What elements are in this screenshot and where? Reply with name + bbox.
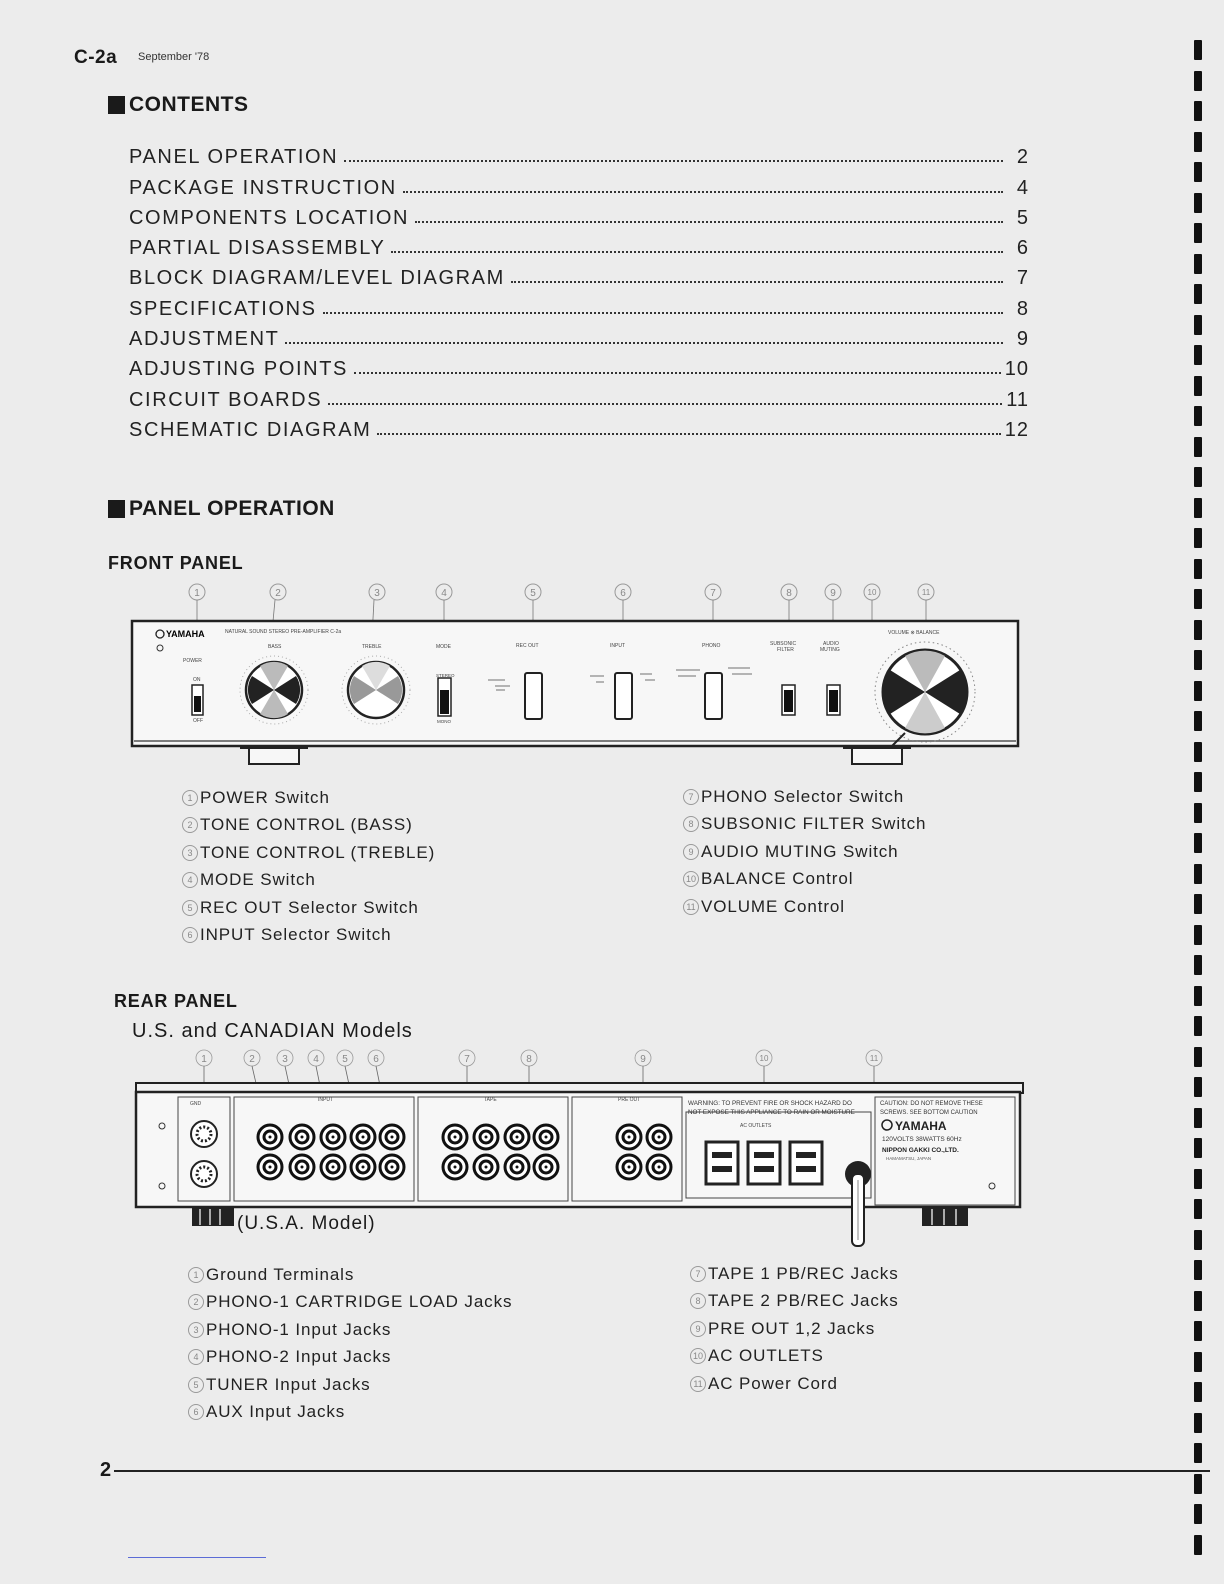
toc-leader-dots [328,403,1002,405]
legend-item [182,894,435,922]
toc-entry-page: 10 [1004,358,1029,381]
document-date: September '78 [138,51,210,63]
legend-item-text: PHONO Selector Switch [701,786,905,806]
binder-hole-mark [1194,681,1202,701]
circled-number-icon: 10 [690,1348,706,1364]
circled-number-icon: 9 [690,1321,706,1337]
binder-hole-mark [1194,894,1202,914]
binder-hole-mark [1194,742,1202,762]
legend-item-text: TUNER Input Jacks [206,1374,371,1394]
toc-leader-dots [391,251,1003,253]
front-panel-heading: FRONT PANEL [108,553,244,573]
toc-entry-label: ADJUSTMENT [129,328,280,351]
svg-text:5: 5 [342,1054,348,1065]
binder-hole-mark [1194,132,1202,152]
circled-number-icon: 6 [182,927,198,943]
binder-hole-mark [1194,193,1202,213]
legend-item [683,838,926,866]
ac-outlet[interactable] [748,1142,780,1184]
toc-leader-dots [285,342,1003,344]
svg-text:AC OUTLETS: AC OUTLETS [740,1123,772,1129]
label-bass: BASS [268,644,282,650]
ac-outlet[interactable] [706,1142,738,1184]
rca-jack[interactable] [474,1155,498,1179]
square-bullet-icon [108,96,125,114]
legend-item-text: TONE CONTROL (TREBLE) [200,842,436,862]
rca-jack[interactable] [258,1125,282,1149]
rca-jack[interactable] [534,1125,558,1149]
toc-leader-dots [403,191,1003,193]
binder-hole-mark [1194,162,1202,182]
warning-text-2: NOT EXPOSE THIS APPLIANCE TO RAIN OR MOISTURE [688,1109,855,1116]
rear-brand: YAMAHA [895,1119,947,1133]
legend-item-text: AC OUTLETS [708,1346,824,1366]
rca-jack[interactable] [443,1125,467,1149]
legend-item-text: VOLUME Control [701,896,845,916]
svg-text:STEREO: STEREO [436,673,455,678]
binder-hole-mark [1194,864,1202,884]
legend-item-text: MODE Switch [200,870,316,890]
toc-entry[interactable] [129,290,1029,320]
label-volume-balance: VOLUME ⊗ BALANCE [888,630,940,636]
circled-number-icon: 4 [182,872,198,888]
svg-text:9: 9 [830,588,836,599]
legend-item-text: TONE CONTROL (BASS) [200,815,413,835]
warning-text-1: WARNING: TO PREVENT FIRE OR SHOCK HAZARD DO [688,1100,852,1107]
legend-item-text: BALANCE Control [701,869,854,889]
binder-hole-mark [1194,711,1202,731]
toc-entry-page: 2 [1016,146,1029,169]
toc-entry-page: 8 [1016,297,1029,320]
binder-hole-mark [1194,1169,1202,1189]
svg-text:7: 7 [464,1054,470,1065]
legend-item-text: Ground Terminals [206,1264,355,1284]
circled-number-icon: 1 [188,1267,204,1283]
svg-text:10: 10 [867,588,877,597]
legend-item [690,1288,899,1316]
front-legend-right [683,783,926,921]
binder-hole-mark [1194,71,1202,91]
label-rec-out: REC OUT [516,643,539,649]
toc-entry[interactable] [129,230,1029,260]
legend-item-text: SUBSONIC FILTER Switch [701,814,927,834]
toc-entry[interactable] [129,351,1029,381]
caution-text-2: SCREWS. SEE BOTTOM CAUTION [880,1110,978,1116]
page-number: 2 [100,1459,112,1481]
rca-jack[interactable] [443,1155,467,1179]
legend-item [188,1344,512,1372]
circled-number-icon: 7 [683,789,699,805]
rear-panel-subheading: U.S. and CANADIAN Models [132,1020,413,1042]
binder-hole-mark [1194,1321,1202,1341]
binder-hole-mark [1194,254,1202,274]
legend-item-text: PRE OUT 1,2 Jacks [708,1318,876,1338]
legend-item [683,811,926,839]
label-input: INPUT [610,643,625,649]
binder-hole-mark [1194,437,1202,457]
front-legend-left [182,784,435,949]
toc-entry-label: PACKAGE INSTRUCTION [129,176,397,199]
binder-hole-mark [1194,1260,1202,1280]
binder-hole-mark [1194,986,1202,1006]
circled-number-icon: 2 [182,817,198,833]
toc-entry-label: ADJUSTING POINTS [129,358,348,381]
legend-item [690,1343,899,1371]
rca-jack[interactable] [647,1155,671,1179]
toc-entry-label: SPECIFICATIONS [129,297,317,320]
panel-operation-heading [108,497,335,521]
binder-hole-mark [1194,1443,1202,1463]
legend-item [683,893,926,921]
rca-jack[interactable] [321,1125,345,1149]
svg-text:6: 6 [373,1054,379,1065]
binder-hole-mark [1194,223,1202,243]
caution-text-1: CAUTION: DO NOT REMOVE THESE [880,1101,983,1107]
contents-heading-text: CONTENTS [129,93,249,116]
binder-hole-mark [1194,1199,1202,1219]
legend-item [182,839,435,867]
rca-jack[interactable] [617,1155,641,1179]
rear-city: HAMAMATSU, JAPAN [886,1156,932,1161]
binder-hole-mark [1194,1138,1202,1158]
circled-number-icon: 11 [690,1376,706,1392]
toc-entry[interactable] [129,412,1029,442]
binder-hole-mark [1194,406,1202,426]
binder-hole-mark [1194,803,1202,823]
rca-jack[interactable] [380,1155,404,1179]
svg-text:3: 3 [374,588,380,599]
legend-item [182,812,435,840]
ground-terminal[interactable] [191,1161,217,1187]
rear-rating: 120VOLTS 38WATTS 60Hz [882,1136,962,1143]
phono-selector[interactable] [705,673,722,719]
rca-jack[interactable] [474,1125,498,1149]
front-panel-diagram [0,575,1224,775]
rca-jack[interactable] [290,1125,314,1149]
svg-text:2: 2 [275,588,281,599]
toc-entry-page: 7 [1016,267,1029,290]
rca-jack[interactable] [505,1125,529,1149]
toc-entry-label: BLOCK DIAGRAM/LEVEL DIAGRAM [129,267,505,290]
circled-number-icon: 5 [182,900,198,916]
binder-hole-mark [1194,376,1202,396]
legend-item [683,866,926,894]
binder-hole-mark [1194,345,1202,365]
toc-entry[interactable] [129,381,1029,411]
rca-jack[interactable] [258,1155,282,1179]
rca-jack[interactable] [351,1125,375,1149]
circled-number-icon: 5 [188,1377,204,1393]
table-of-contents [129,139,1029,442]
toc-entry[interactable] [129,200,1029,230]
rec-out-selector[interactable] [525,673,542,719]
circled-number-icon: 7 [690,1266,706,1282]
legend-item [690,1370,899,1398]
toc-entry[interactable] [129,321,1029,351]
label-mode: MODE [436,644,451,650]
rca-jack[interactable] [321,1155,345,1179]
document-model: C-2a [74,47,118,68]
legend-item-text: TAPE 1 PB/REC Jacks [708,1263,899,1283]
legend-item [188,1371,512,1399]
label-audio: AUDIO [823,641,839,647]
label-power: POWER [183,658,202,664]
label-treble: TREBLE [362,644,382,650]
svg-text:4: 4 [441,588,447,599]
panel-operation-heading-text: PANEL OPERATION [129,497,335,520]
rca-jack[interactable] [380,1125,404,1149]
svg-text:TAPE: TAPE [484,1097,497,1103]
label-phono: PHONO [702,643,721,649]
toc-leader-dots [323,312,1003,314]
binder-hole-mark [1194,40,1202,60]
toc-entry-label: CIRCUIT BOARDS [129,388,323,411]
toc-entry[interactable] [129,139,1029,169]
binder-hole-mark [1194,772,1202,792]
circled-number-icon: 4 [188,1349,204,1365]
legend-item-text: POWER Switch [200,787,330,807]
svg-text:GND: GND [190,1101,202,1107]
toc-entry-page: 11 [1006,388,1029,411]
toc-leader-dots [354,372,1001,374]
toc-entry-page: 12 [1004,418,1029,441]
toc-entry-page: 9 [1016,328,1029,351]
binder-hole-mark [1194,955,1202,975]
legend-item-text: TAPE 2 PB/REC Jacks [708,1291,899,1311]
rear-maker: NIPPON GAKKI CO.,LTD. [882,1147,959,1154]
binder-hole-mark [1194,1077,1202,1097]
rca-jack[interactable] [351,1155,375,1179]
binder-hole-mark [1194,1504,1202,1524]
binder-hole-mark [1194,467,1202,487]
legend-item-text: PHONO-1 CARTRIDGE LOAD Jacks [206,1292,513,1312]
ac-outlet[interactable] [790,1142,822,1184]
binder-hole-mark [1194,833,1202,853]
legend-item-text: AUDIO MUTING Switch [701,841,899,861]
toc-leader-dots [377,433,1000,435]
rca-jack[interactable] [290,1155,314,1179]
legend-item [690,1315,899,1343]
svg-text:1: 1 [201,1054,207,1065]
legend-item [182,784,435,812]
legend-item [188,1316,512,1344]
toc-entry-page: 6 [1016,237,1029,260]
toc-entry-label: COMPONENTS LOCATION [129,206,410,229]
svg-text:PRE OUT: PRE OUT [618,1097,641,1103]
input-selector[interactable] [615,673,632,719]
toc-entry[interactable] [129,260,1029,290]
binder-hole-mark [1194,1352,1202,1372]
circled-number-icon: 3 [182,845,198,861]
circled-number-icon: 11 [683,899,699,915]
rear-legend-right [690,1260,899,1398]
binder-hole-mark [1194,101,1202,121]
svg-text:5: 5 [530,588,536,599]
circled-number-icon: 8 [683,816,699,832]
legend-item [182,922,435,950]
legend-item [690,1260,899,1288]
label-muting: MUTING [820,647,840,653]
svg-text:9: 9 [640,1054,646,1065]
binder-hole-mark [1194,925,1202,945]
svg-text:8: 8 [786,588,792,599]
circled-number-icon: 6 [188,1404,204,1420]
svg-text:6: 6 [620,588,626,599]
legend-item-text: PHONO-1 Input Jacks [206,1319,392,1339]
rear-panel-diagram [0,1045,1224,1255]
legend-item-text: REC OUT Selector Switch [200,897,419,917]
binder-hole-mark [1194,589,1202,609]
svg-text:3: 3 [282,1054,288,1065]
binder-hole-mark [1194,1047,1202,1067]
binder-hole-mark [1194,1108,1202,1128]
toc-entry-label: PARTIAL DISASSEMBLY [129,237,386,260]
ground-terminal[interactable] [191,1121,217,1147]
legend-item [188,1261,512,1289]
svg-text:INPUT: INPUT [318,1097,333,1103]
svg-text:1: 1 [194,588,200,599]
legend-item [188,1399,512,1427]
legend-item-text: PHONO-2 Input Jacks [206,1347,392,1367]
legend-item [683,783,926,811]
footer-rule [114,1470,1210,1472]
rca-jack[interactable] [534,1155,558,1179]
svg-text:11: 11 [921,588,931,597]
label-subsonic: SUBSONIC [770,641,797,647]
rear-legend-left [188,1261,512,1426]
contents-heading [108,93,249,117]
label-filter: FILTER [777,647,794,653]
toc-leader-dots [511,281,1003,283]
front-brand: YAMAHA [166,629,205,639]
binder-hole-mark [1194,1413,1202,1433]
legend-item-text: AUX Input Jacks [206,1402,346,1422]
toc-leader-dots [415,221,1003,223]
binder-hole-mark [1194,1474,1202,1494]
square-bullet-icon [108,500,125,518]
binder-hole-mark [1194,1382,1202,1402]
binder-hole-mark [1194,650,1202,670]
legend-item [188,1289,512,1317]
circled-number-icon: 9 [683,844,699,860]
rca-jack[interactable] [647,1125,671,1149]
toc-entry-label: PANEL OPERATION [129,146,339,169]
svg-text:2: 2 [249,1054,255,1065]
circled-number-icon: 3 [188,1322,204,1338]
binder-hole-mark [1194,1230,1202,1250]
svg-text:8: 8 [526,1054,532,1065]
svg-text:7: 7 [710,588,716,599]
binder-hole-mark [1194,498,1202,518]
binder-hole-mark [1194,284,1202,304]
usa-model-note: (U.S.A. Model) [237,1213,376,1234]
circled-number-icon: 1 [182,790,198,806]
rca-jack[interactable] [505,1155,529,1179]
circled-number-icon: 2 [188,1294,204,1310]
toc-entry-page: 5 [1016,206,1029,229]
binder-hole-mark [1194,1016,1202,1036]
svg-text:ON: ON [193,677,201,683]
legend-item-text: INPUT Selector Switch [200,925,392,945]
toc-leader-dots [344,160,1003,162]
svg-text:OFF: OFF [193,718,203,724]
bottom-link-underline [128,1557,266,1558]
circled-number-icon: 8 [690,1293,706,1309]
binder-hole-mark [1194,1291,1202,1311]
legend-item-text: AC Power Cord [708,1373,838,1393]
rear-panel-heading: REAR PANEL [114,991,238,1011]
circled-number-icon: 10 [683,871,699,887]
binder-hole-mark [1194,315,1202,335]
legend-item [182,867,435,895]
binder-hole-mark [1194,1535,1202,1555]
svg-text:10: 10 [759,1054,769,1063]
binder-hole-mark [1194,620,1202,640]
svg-text:4: 4 [313,1054,319,1065]
binder-hole-mark [1194,528,1202,548]
binder-hole-mark [1194,559,1202,579]
rear-foot-left [192,1208,234,1226]
toc-entry-label: SCHEMATIC DIAGRAM [129,418,372,441]
rca-jack[interactable] [617,1125,641,1149]
svg-text:11: 11 [869,1054,879,1063]
front-model-line: NATURAL SOUND STEREO PRE-AMPLIFIER C-2a [225,629,342,635]
svg-text:MONO: MONO [437,719,451,724]
toc-entry[interactable] [129,169,1029,199]
toc-entry-page: 4 [1016,176,1029,199]
